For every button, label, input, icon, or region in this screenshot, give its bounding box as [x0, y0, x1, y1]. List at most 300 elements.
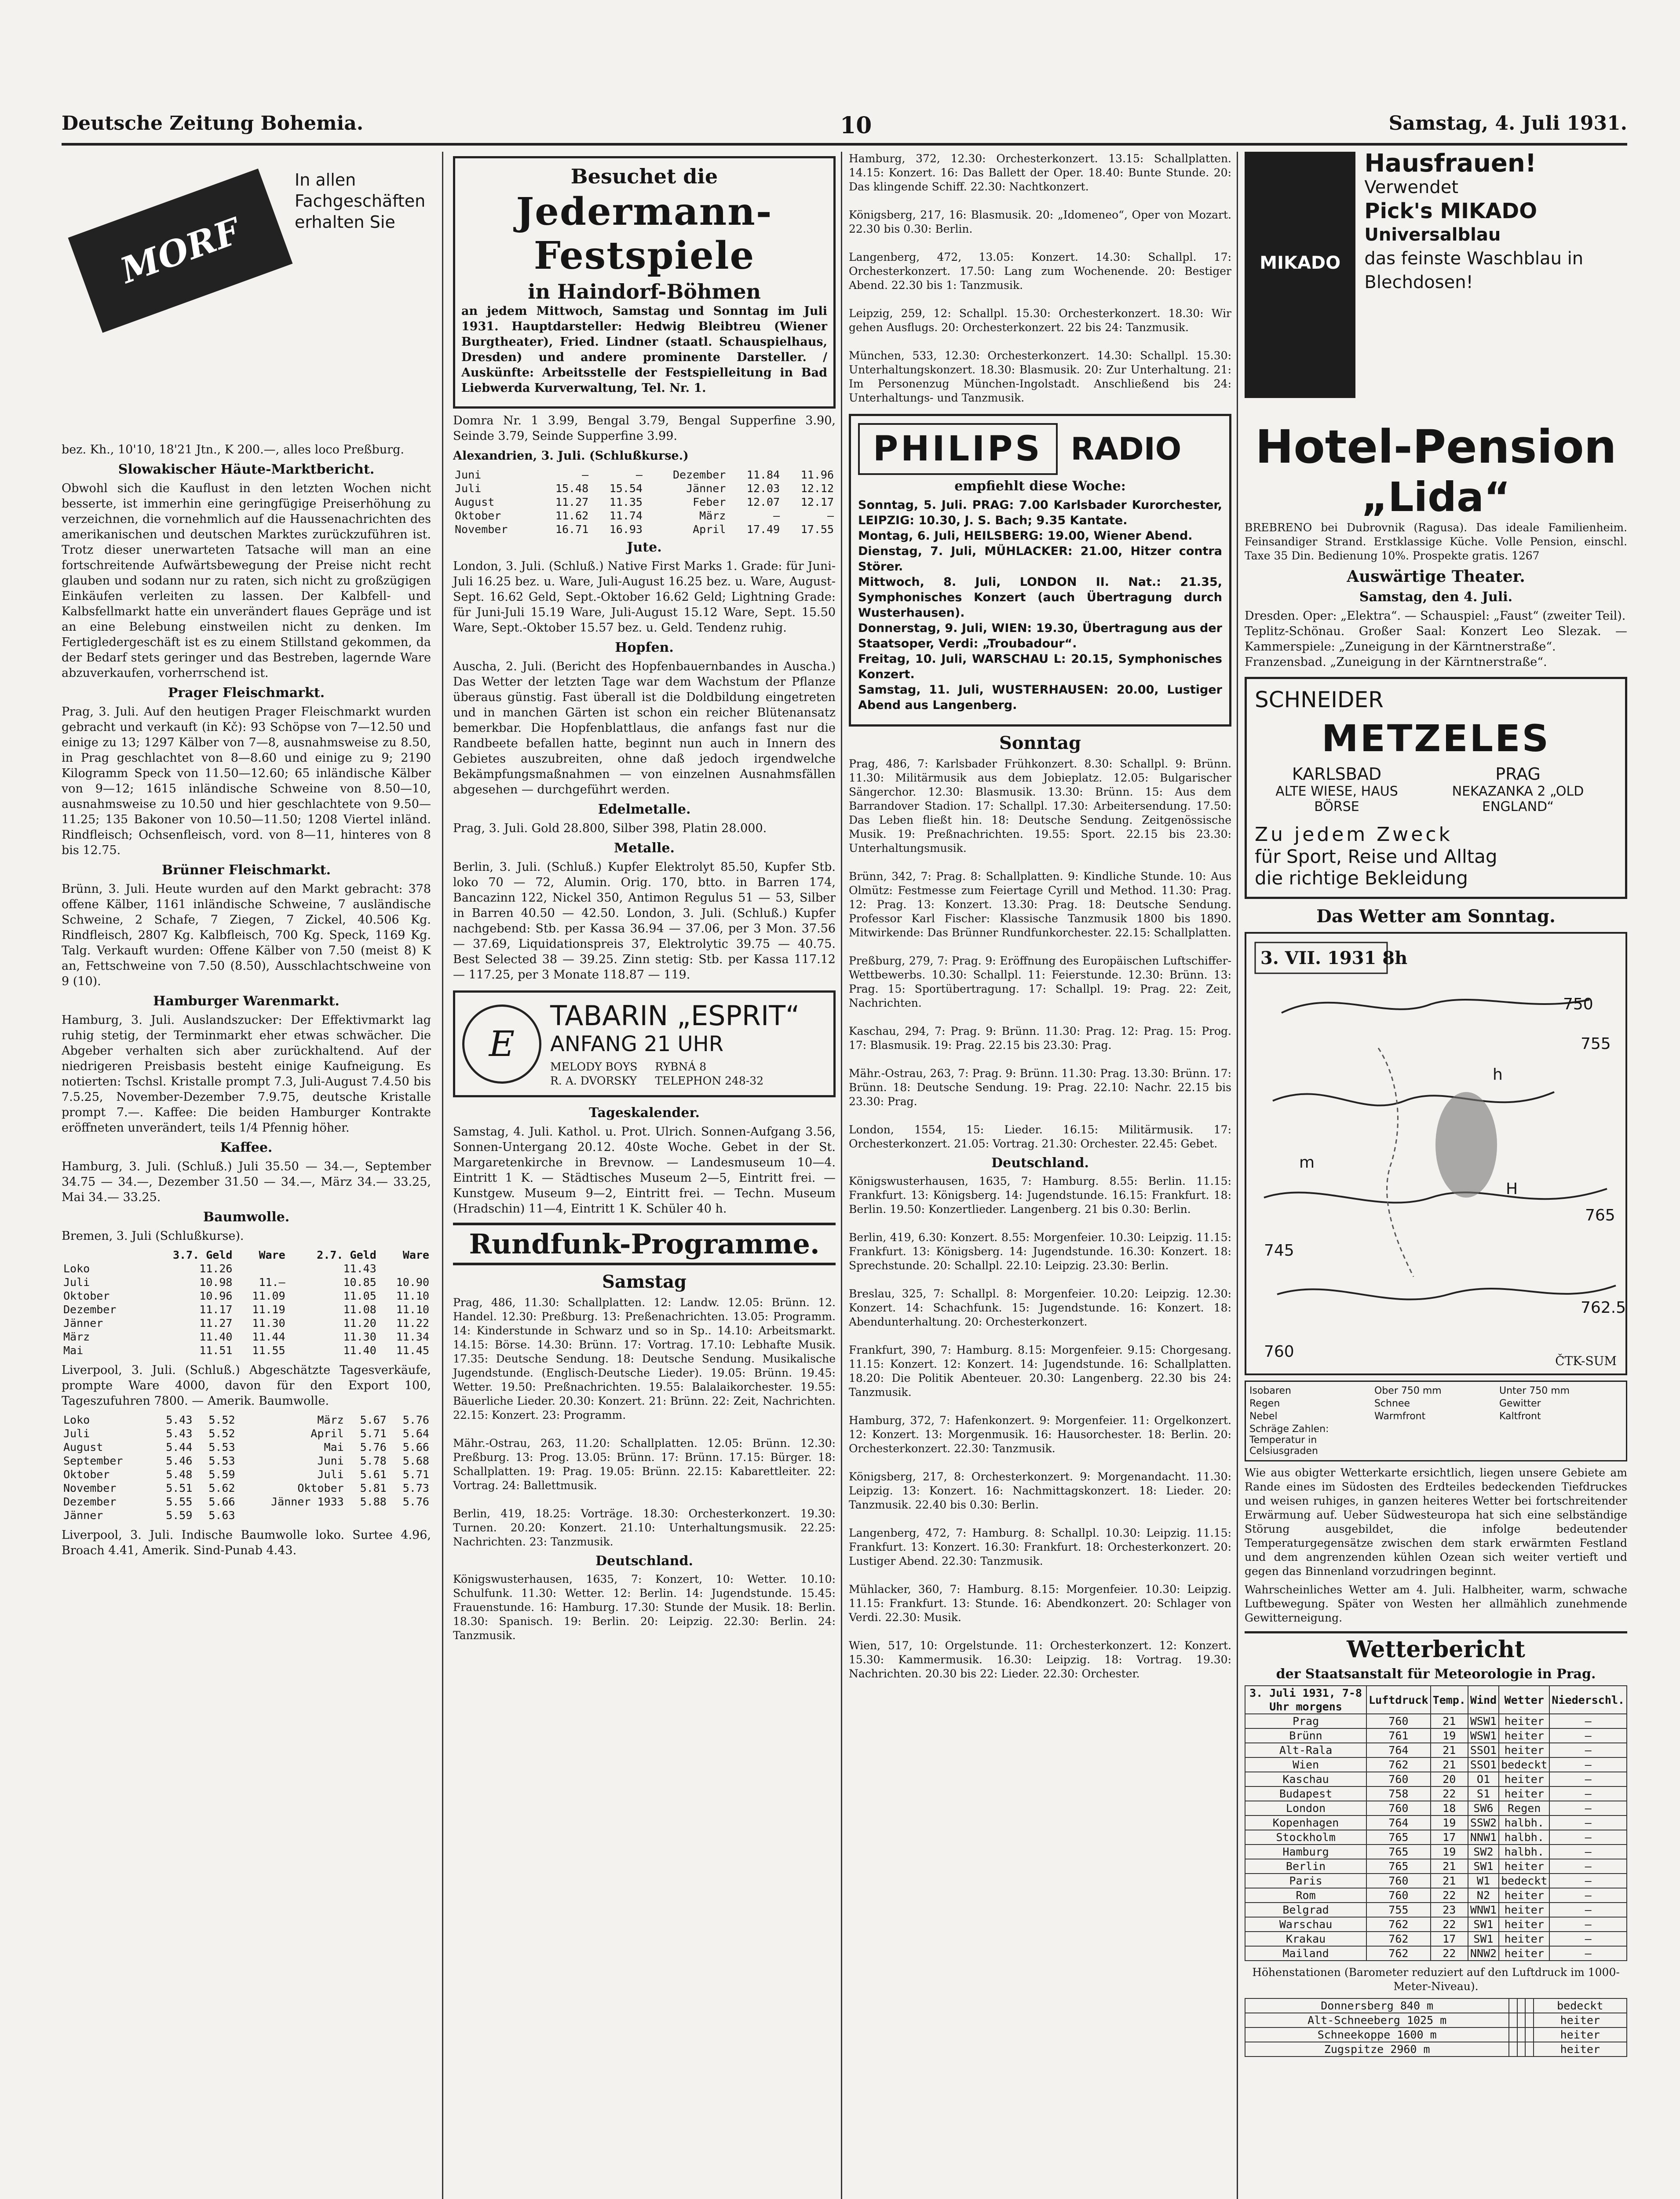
table-cell: halbh. — [1499, 1845, 1549, 1859]
table-cell: 5.46 — [166, 1454, 193, 1467]
table-cell: SSO1 — [1468, 1757, 1499, 1772]
table-cell: — — [773, 509, 780, 522]
radio-listing: Prag, 486, 11.30: Schallplatten. 12: Landw. 12.05: Brünn. 12. Handel. 12.30: Preßburg. 13: Preßenachrichten. 13.05: Programm. 14: Kinderstunde in Schwarz und so in Sp.. 14.10: Arbeitsmarkt. 14.15: Börse. 14.30: Brünn. 17: Vortrag. 17.10: Lebhafte Musik. 17.35: Deutsche Sendung. 18: Deutsche Sendung. Musikalische Jugendstunde. (Englisch-Deutsche Lieder). 19.05: Brünn. 19.45: Wetter. 19.50: Preßnachrichten. 19.55: Balalaikorchester. 19.55: Bäuerliche Lieder. 20.30: Konzert. 21: Brünn. 22: Zeit, Nachrichten. 22.15: Konzert. 23: Programm. Mähr.-Ostrau, 263, 11.20: Schallplatten. 12.05: Brünn. 12.30: Preßburg. 13: Prog. 13.05: Brünn. 17: Brünn. 17.15: Bürger. 18: Schallplatten. 19: Prag. 19.05: Brünn. 22.15: Kabarettleiter. 22: Vortrag. 24: Ballettmusik. Berlin, 419, 18.25: Vorträge. 18.30: Orchesterkonzert. 19.30: Turnen. 20.20: Konzert. 21.10: Unterhaltungsmusik. 22.25: Nachrichten. 23: Tanzmusik. — [453, 1296, 836, 1548]
table-cell: Oktober — [63, 1289, 110, 1302]
schneider-metzeles-advertisement — [1245, 677, 1627, 899]
table-cell: 5.43 — [166, 1427, 193, 1440]
table-cell: 5.62 — [208, 1482, 235, 1494]
philips-radio-advertisement — [849, 414, 1231, 727]
section-heading: Kaffee. — [220, 1140, 273, 1155]
ad-slogan: für Sport, Reise und Alltag — [1255, 846, 1497, 867]
table-row — [62, 1481, 431, 1495]
table-cell: SW1 — [1468, 1859, 1499, 1874]
table-cell: März — [63, 1330, 90, 1343]
ad-city: PRAG — [1495, 764, 1541, 784]
table-cell: Schneekoppe 1600 m — [1245, 2027, 1509, 2042]
table-cell: N2 — [1468, 1888, 1499, 1903]
table-cell: — — [635, 468, 643, 481]
table-cell — [1517, 2027, 1525, 2042]
table-cell: — — [1549, 1903, 1627, 1917]
bremen-cotton-table — [62, 1248, 431, 1357]
table-cell — [346, 1509, 388, 1522]
table-header-cell: Temp. — [1431, 1686, 1468, 1714]
ad-title: Jedermann-Festspiele — [516, 190, 773, 278]
table-cell: Wien — [1245, 1757, 1366, 1772]
day-heading: Samstag — [602, 1271, 687, 1292]
map-isobar-label: 745 — [1264, 1242, 1294, 1260]
table-cell: W1 — [1468, 1874, 1499, 1888]
table-cell: August — [63, 1441, 103, 1454]
weather-report-table — [1245, 1685, 1627, 1961]
table-cell: heiter — [1499, 1786, 1549, 1801]
table-cell: 11.35 — [609, 496, 643, 508]
table-cell: heiter — [1499, 1714, 1549, 1728]
masthead-page-number: 10 — [840, 112, 872, 139]
table-cell: 5.68 — [402, 1454, 429, 1467]
table-cell: 11.— — [259, 1276, 285, 1289]
table-row — [1245, 1874, 1627, 1888]
table-header-cell: 2.7. Geld — [317, 1249, 376, 1261]
table-row — [62, 1330, 431, 1344]
table-cell: 11.10 — [396, 1303, 429, 1316]
map-isobar-label: 762.5 — [1581, 1299, 1626, 1317]
column-2 — [453, 152, 840, 2199]
legend-item: Schräge Zahlen: Temperatur in Celsiusgraden — [1249, 1424, 1329, 1457]
table-cell: heiter — [1499, 1932, 1549, 1946]
table-cell: 10.98 — [199, 1276, 233, 1289]
article-text: Brünn, 3. Juli. Heute wurden auf den Markt gebracht: 378 offene Kälber, 1161 inländische Schweine, 7 ausländische Schweine, 2 Schafe, 7 Ziegen, 7 Zickel, 40.506 Kg. Rindfleisch, 2807 Kg. Kalbfleisch, 700 Kg. Speck, 1169 Kg. Talg. Verkauft wurden: Offene Kälber von 7.50 (meist 8) K an, Fettschweine von 7.50 (8.50), Ausschlachtschweine von 9 (10). — [62, 882, 435, 988]
morf-package: MORF — [68, 168, 293, 332]
table-cell: 11.10 — [396, 1289, 429, 1302]
table-cell: Paris — [1245, 1874, 1366, 1888]
table-cell: 5.55 — [166, 1495, 193, 1508]
table-row — [62, 1440, 431, 1454]
morf-slogan: In allen Fachgeschäften erhalten Sie — [295, 170, 426, 232]
table-cell — [1525, 2027, 1533, 2042]
tabarin-leader: R. A. DVORSKY — [550, 1074, 637, 1087]
mikado-title: Hausfrauen! — [1364, 149, 1537, 178]
masthead-date: Samstag, 4. Juli 1931. — [1388, 112, 1627, 135]
section-heading: Metalle. — [614, 840, 675, 856]
masthead-paper-name: Deutsche Zeitung Bohemia. — [62, 112, 364, 135]
table-row — [1245, 2042, 1627, 2057]
table-cell: Dezember — [672, 468, 726, 481]
table-row — [1245, 1917, 1627, 1932]
legend-item: Nebel — [1249, 1411, 1278, 1422]
table-cell — [1525, 2013, 1533, 2027]
table-cell: 19 — [1431, 1815, 1468, 1830]
legend-item: Schnee — [1374, 1398, 1410, 1409]
table-cell — [1525, 2042, 1533, 2057]
table-row — [1245, 1830, 1627, 1845]
table-cell: SW1 — [1468, 1932, 1499, 1946]
table-row — [453, 509, 836, 522]
table-cell: Jänner — [686, 482, 726, 495]
table-row — [62, 1303, 431, 1316]
table-cell: 10.96 — [199, 1289, 233, 1302]
table-cell: Stockholm — [1245, 1830, 1366, 1845]
table-cell: SW2 — [1468, 1845, 1499, 1859]
table-cell: 5.66 — [402, 1441, 429, 1454]
table-cell: — — [1549, 1743, 1627, 1757]
table-cell — [1509, 2027, 1517, 2042]
table-cell: 11.44 — [252, 1330, 285, 1343]
alexandria-table — [453, 468, 836, 536]
table-cell: 5.71 — [402, 1468, 429, 1481]
column-3 — [849, 152, 1231, 2199]
weather-text: Wie aus obigter Wetterkarte ersichtlich, liegen unsere Gebiete am Rande eines im Südosten des Erdteiles bedeckenden Tiefdruckes und weisen ruhiges, in ganzen heiteres Wetter bei fortschreitender Erwärmung auf. Ueber Südwesteuropa hat sich eine selbständige Störung ausgebildet, die infolge bedeutender Temperaturgegensätze zwischen dem stark erwärmten Festland und dem angrenzenden kühlen Ozean sich weiter vertieft und gegen das Binnenland vorzudringen beginnt. — [1245, 1466, 1631, 1578]
table-cell: 11.74 — [609, 509, 643, 522]
table-row — [1245, 1743, 1627, 1757]
table-cell: heiter — [1499, 1888, 1549, 1903]
table-cell: 762 — [1366, 1932, 1430, 1946]
table-cell: 5.78 — [360, 1454, 387, 1467]
column-rule — [1237, 152, 1238, 2199]
article-text: Liverpool, 3. Juli. Indische Baumwolle loko. Surtee 4.96, Broach 4.41, Amerik. Sind-Punab 4.43. — [62, 1528, 435, 1557]
table-cell: bedeckt — [1499, 1874, 1549, 1888]
table-cell: 5.71 — [360, 1427, 387, 1440]
table-row — [1245, 1815, 1627, 1830]
table-cell: Alt-Schneeberg 1025 m — [1245, 2013, 1509, 2027]
table-cell: Feber — [693, 496, 726, 508]
table-row — [1245, 2027, 1627, 2042]
table-cell: — — [1549, 1728, 1627, 1743]
section-heading: Hopfen. — [615, 640, 674, 655]
table-header-cell: Ware — [402, 1249, 429, 1261]
table-cell: 5.53 — [208, 1441, 235, 1454]
table-row — [1245, 1714, 1627, 1728]
table-cell: 11.05 — [343, 1289, 376, 1302]
table-cell: 764 — [1366, 1743, 1430, 1757]
table-row — [62, 1427, 431, 1440]
article-text: Samstag, 4. Juli. Kathol. u. Prot. Ulrich. Sonnen-Aufgang 3.56, Sonnen-Untergang 20.12. 40ste Woche. Gebet in der St. Margaretenkirche in Brevnow. — Landesmuseum 10—4. Eintritt 1 K. — Städtisches Museum 2—5, Eintritt frei. — Kunstgew. Museum 9—2, Eintritt frei. — Techn. Museum (Hradschin) 11—4, Eintritt 1 K. Schüler 40 h. — [453, 1125, 840, 1216]
table-cell: WNW1 — [1468, 1903, 1499, 1917]
table-caption: Alexandrien, 3. Juli. (Schlußkurse.) — [453, 449, 689, 463]
liverpool-cotton-table — [62, 1413, 431, 1522]
table-cell: Dezember — [63, 1303, 117, 1316]
table-cell: 762 — [1366, 1917, 1430, 1932]
table-cell: Zugspitze 2960 m — [1245, 2042, 1509, 2057]
table-cell: 11.51 — [199, 1344, 233, 1357]
table-cell: halbh. — [1499, 1815, 1549, 1830]
tabarin-address: RYBNÁ 8 — [655, 1060, 707, 1073]
table-cell — [1517, 1998, 1525, 2013]
table-cell: Donnersberg 840 m — [1245, 1998, 1509, 2013]
ad-slogan: Zu jedem Zweck — [1255, 823, 1453, 846]
article-text: Hamburg, 3. Juli. Auslandszucker: Der Effektivmarkt lag ruhig stetig, der Terminmarkt eher etwas schwächer. Die Abgeber verhalten sich aber zurückhaltend. Auf der niedrigeren Preisbasis besteht einige Kaufneigung. Es notierten: Tschsl. Kristalle prompt 7.3, Juli-August 7.4.50 bis 7.5.25, November-Dezember 7.9.75, deutsche Kristalle prompt 7.—. Kaffee: Die beiden Hamburger Kontrakte eröffneten unverändert, teils 1/4 Pfennig höher. — [62, 1013, 435, 1135]
table-cell: 5.51 — [166, 1482, 193, 1494]
table-cell: WSW1 — [1468, 1728, 1499, 1743]
philips-schedule: Sonntag, 5. Juli. PRAG: 7.00 Karlsbader Kurorchester, LEIPZIG: 10.30, J. S. Bach; 9.35 Kantate. Montag, 6. Juli, HEILSBERG: 19.00, Wiener Abend. Dienstag, 7. Juli, MÜHLACKER: 21.00, Hitzer contra Störer. Mittwoch, 8. Juli, LONDON II. Nat.: 21.35, Symphonisches Konzert (auch Übertragung durch Wusterhausen). Donnerstag, 9. Juli, WIEN: 19.30, Übertragung aus der Staatsoper, Verdi: „Troubadour“. Freitag, 10. Juli, WARSCHAU L: 20.15, Symphonisches Konzert. Samstag, 11. Juli, WUSTERHAUSEN: 20.00, Lustiger Abend aus Langenberg. — [858, 498, 1222, 712]
section-heading: Deutschland. — [595, 1553, 693, 1569]
table-row — [1245, 1772, 1627, 1786]
table-cell: S1 — [1468, 1786, 1499, 1801]
table-row — [62, 1289, 431, 1303]
ad-address: ALTE WIESE, HAUS BÖRSE — [1275, 784, 1398, 815]
table-cell: heiter — [1499, 1743, 1549, 1757]
table-cell: April — [310, 1427, 344, 1440]
table-cell: SW1 — [1468, 1917, 1499, 1932]
table-header-cell: Niederschl. — [1549, 1686, 1627, 1714]
section-subheading: Samstag, den 4. Juli. — [1359, 589, 1513, 605]
table-cell: heiter — [1534, 2027, 1627, 2042]
table-cell: 5.76 — [402, 1414, 429, 1426]
table-cell: 12.17 — [800, 496, 834, 508]
table-cell: 12.03 — [746, 482, 780, 495]
table-row — [1245, 1903, 1627, 1917]
table-cell: 11.55 — [252, 1344, 285, 1357]
table-cell: 21 — [1431, 1874, 1468, 1888]
article-text: Prag, 3. Juli. Auf den heutigen Prager Fleischmarkt wurden gebracht und verkauft (in Kč): 93 Schöpse von 7—12.50 und einige zu 13; 1297 Kälber von 7—8, ausnahmsweise zu 8.50, in Prag geschlachtet von 8—8.60 und einige zu 9; 2190 Kilogramm Speck von 11.50—12.60; 65 inländische Kälber von 9—12; 1615 inländische Schweine von 8.50—10, ausnahmsweise zu 10.50 und hier geschlachtete von 9.50—11.25; 135 Bakoner von 10.50—11.50; 1208 Viertel inländ. Rindfleisch; Ochsenfleisch, vord. von 8—11, hinteres von 8 bis 12.75. — [62, 705, 435, 857]
table-cell: 5.88 — [360, 1495, 387, 1508]
mikado-can: MIKADO — [1245, 152, 1355, 398]
section-heading: Hamburger Warenmarkt. — [153, 994, 340, 1009]
table-cell: SSO1 — [1468, 1743, 1499, 1757]
hotel-name: „Lida“ — [1361, 474, 1511, 521]
table-row — [62, 1344, 431, 1357]
table-cell: 5.67 — [360, 1414, 387, 1426]
table-cell: — — [1549, 1830, 1627, 1845]
article-text: Berlin, 3. Juli. (Schluß.) Kupfer Elektrolyt 85.50, Kupfer Stb. loko 70 — 72, Alumin. Orig. 170, btto. in Barren 174, Bancazinn 122, Nickel 350, Antimon Regulus 51 — 53, Silber in Barren 40.50 — 42.50. London, 3. Juli. (Schluß.) Kupfer nachgebend: Stb. per Kassa 36.94 — 37.06, per 3 Mon. 37.56 — 37.69, Liquidationspreis 37, Elektrolytic 39.75 — 40.75. Best Selected 38 — 39.25. Zinn stetig: Stb. per Kassa 117.12 — 117.25, per 3 Monate 118.87 — 119. — [453, 860, 840, 982]
table-cell: Juni — [455, 468, 482, 481]
section-heading: Slowakischer Häute-Marktbericht. — [118, 462, 375, 477]
table-cell: SSW2 — [1468, 1815, 1499, 1830]
table-cell: Budapest — [1245, 1786, 1366, 1801]
weather-legend — [1245, 1381, 1627, 1461]
table-cell: Juli — [63, 1427, 90, 1440]
table-cell: — — [1549, 1815, 1627, 1830]
section-heading: Jute. — [627, 540, 662, 555]
map-isobar-label: 765 — [1585, 1206, 1615, 1224]
column-rule — [442, 152, 443, 2199]
table-cell: — — [1549, 1946, 1627, 1961]
table-caption: Bremen, 3. Juli (Schlußkurse). — [62, 1229, 244, 1243]
table-cell: 765 — [1366, 1859, 1430, 1874]
table-row — [62, 1413, 431, 1427]
legend-item: Ober 750 mm — [1374, 1385, 1442, 1396]
table-cell: NNW2 — [1468, 1946, 1499, 1961]
section-heading: Edelmetalle. — [598, 802, 691, 817]
ad-city: KARLSBAD — [1292, 764, 1382, 784]
market-intro: bez. Kh., 10'10, 18'21 Jtn., K 200.—, alles loco Preßburg. — [62, 443, 404, 457]
tabarin-seal: E — [462, 1005, 541, 1084]
table-cell: April — [693, 523, 726, 536]
table-cell — [378, 1262, 431, 1275]
table-cell: heiter — [1499, 1917, 1549, 1932]
table-header-cell: 3.7. Geld — [173, 1249, 233, 1261]
table-cell: Juli — [63, 1276, 90, 1289]
table-row — [1245, 1946, 1627, 1961]
table-header-cell — [62, 1248, 143, 1262]
section-heading: Brünner Fleischmarkt. — [161, 862, 331, 878]
table-cell: heiter — [1534, 2013, 1627, 2027]
table-cell: Alt-Rala — [1245, 1743, 1366, 1757]
weather-report-heading: Wetterbericht — [1245, 1631, 1627, 1663]
table-cell: Oktober — [455, 509, 501, 522]
radio-programs-heading: Rundfunk-Programme. — [453, 1223, 836, 1265]
table-cell: 5.81 — [360, 1482, 387, 1494]
column-rule — [841, 152, 842, 2199]
article-text: Dresden. Oper: „Elektra“. — Schauspiel: „Faust“ (zweiter Teil). Teplitz-Schönau. Großer Saal: Konzert Leo Slezak. — Kammerspiele: „Zuneigung in der Kärntnerstraße“. Franzensbad. „Zuneigung in der Kärntnerstraße“. — [1245, 609, 1627, 669]
table-cell — [1509, 2013, 1517, 2027]
table-cell: 21 — [1431, 1757, 1468, 1772]
table-cell: Jänner 1933 — [271, 1495, 344, 1508]
table-cell: 760 — [1366, 1772, 1430, 1786]
table-cell: Oktober — [63, 1468, 110, 1481]
legend-item: Regen — [1249, 1398, 1280, 1409]
table-cell: 5.76 — [402, 1495, 429, 1508]
table-cell: 17 — [1431, 1932, 1468, 1946]
legend-item: Isobaren — [1249, 1385, 1291, 1396]
tabarin-title: TABARIN „ESPRIT“ — [550, 1000, 800, 1032]
table-cell: 11.40 — [199, 1330, 233, 1343]
table-cell: Dezember — [63, 1495, 117, 1508]
philips-subheading: empfiehlt diese Woche: — [954, 479, 1126, 494]
table-cell: Juli — [317, 1468, 344, 1481]
table-cell: 21 — [1431, 1743, 1468, 1757]
table-cell: 19 — [1431, 1728, 1468, 1743]
table-cell: 22 — [1431, 1946, 1468, 1961]
table-cell: heiter — [1499, 1946, 1549, 1961]
table-cell — [1525, 1998, 1533, 2013]
table-cell: heiter — [1499, 1859, 1549, 1874]
table-cell: Mai — [324, 1441, 344, 1454]
table-cell: — — [1549, 1757, 1627, 1772]
radio-listing: Hamburg, 372, 12.30: Orchesterkonzert. 13.15: Schallplatten. 14.15: Konzert. 16: Das Ballett der Oper. 18.40: Bunte Stunde. 20: Das klingende Schiff. 22.30: Nachtkonzert. Königsberg, 217, 16: Blasmusik. 20: „Idomeneo“, Oper von Mozart. 22.30 bis 0.30: Berlin. Langenberg, 472, 13.05: Konzert. 14.30: Schallpl. 17: Orchesterkonzert. 17.50: Lang zum Wochenende. 20: Bestiger Abend. 22.30 bis 1: Tanzmusik. Leipzig, 259, 12: Schallpl. 15.30: Orchesterkonzert. 18.30: Wir gehen Ausflugs. 20: Orchesterkonzert. 22 bis 24: Tanzmusik. München, 533, 12.30: Orchesterkonzert. 14.30: Schallpl. 15.30: Unterhaltungskonzert. 18.30: Blasmusik. 20: Zur Unterhaltung. 21: Im Personenzug München-Ingolstadt. Anschließend bis 24: Unterhaltungs- und Tanzmusik. — [849, 152, 1231, 404]
hotel-text: BREBRENO bei Dubrovnik (Ragusa). Das ideale Familienheim. Feinsandiger Strand. Erstklassige Küche. Volle Pension, einschl. Taxe 35 Din. Bedienung 10%. Prospekte gratis. 1267 — [1245, 521, 1631, 562]
table-cell: Kopenhagen — [1245, 1815, 1366, 1830]
table-row — [1245, 1845, 1627, 1859]
table-cell: — — [1549, 1845, 1627, 1859]
table-cell: Regen — [1499, 1801, 1549, 1815]
ad-slogan: die richtige Bekleidung — [1255, 867, 1468, 889]
table-cell — [1517, 2013, 1525, 2027]
table-cell: 22 — [1431, 1888, 1468, 1903]
article-text: Auscha, 2. Juli. (Bericht des Hopfenbauernbandes in Auscha.) Das Wetter der letzten Tage war dem Wachstum der Pflanze überaus günstig. Fast überall ist die Doldbildung eingetreten und in manchen Gärten ist schon ein reicher Blütenansatz bemerkbar. Die Hopfenblattlaus, die anfangs fast nur die Randbeete befallen hatte, beginnt nun auch in Innern des Gebietes auszubreiten, ohne daß jedoch irgendwelche Bekämpfungsmaßnahmen — von einzelnen Ausnahmsfällen abgesehen — durchgeführt werden. — [453, 660, 840, 796]
table-cell: NNW1 — [1468, 1830, 1499, 1845]
table-cell: London — [1245, 1801, 1366, 1815]
table-row — [62, 1468, 431, 1481]
table-header-cell: Ware — [259, 1249, 285, 1261]
table-cell: 764 — [1366, 1815, 1430, 1830]
table-header-cell: 3. Juli 1931, 7-8 Uhr morgens — [1245, 1686, 1366, 1714]
table-cell: Jänner — [63, 1509, 103, 1522]
table-cell: 11.27 — [199, 1317, 233, 1330]
table-cell: Krakau — [1245, 1932, 1366, 1946]
table-row — [1245, 1757, 1627, 1772]
table-cell — [388, 1509, 431, 1522]
map-isobar-label: 750 — [1563, 995, 1593, 1013]
table-cell — [1509, 2042, 1517, 2057]
table-row — [453, 522, 836, 536]
table-cell: 12.07 — [746, 496, 780, 508]
table-cell: 5.59 — [166, 1509, 193, 1522]
table-cell: — — [582, 468, 589, 481]
table-cell: Mai — [63, 1344, 84, 1357]
table-header-cell: Luftdruck — [1366, 1686, 1430, 1714]
article-text: Hamburg, 3. Juli. (Schluß.) Juli 35.50 — 34.—, September 34.75 — 34.—, Dezember 31.50 — 34.—, März 34.— 33.25, Mai 34.— 33.25. — [62, 1160, 435, 1204]
weather-map — [1245, 932, 1627, 1375]
table-cell: Hamburg — [1245, 1845, 1366, 1859]
table-row — [62, 1262, 431, 1275]
table-row — [1245, 1728, 1627, 1743]
table-cell: Prag — [1245, 1714, 1366, 1728]
section-heading: Deutschland. — [991, 1155, 1089, 1171]
table-row — [1245, 1888, 1627, 1903]
table-header-cell: Wind — [1468, 1686, 1499, 1714]
table-cell: 5.44 — [166, 1441, 193, 1454]
table-cell: 5.73 — [402, 1482, 429, 1494]
table-cell: 762 — [1366, 1757, 1430, 1772]
table-cell: Loko — [63, 1414, 90, 1426]
table-cell: 11.84 — [746, 468, 780, 481]
table-cell: 23 — [1431, 1903, 1468, 1917]
table-row — [62, 1495, 431, 1509]
table-cell: 20 — [1431, 1772, 1468, 1786]
table-cell: 5.61 — [360, 1468, 387, 1481]
table-cell: 760 — [1366, 1888, 1430, 1903]
tabarin-band: MELODY BOYS — [550, 1060, 638, 1073]
table-cell: 18 — [1431, 1801, 1468, 1815]
table-cell: 11.09 — [252, 1289, 285, 1302]
mountain-stations-table — [1245, 1998, 1627, 2057]
table-cell: 12.12 — [800, 482, 834, 495]
masthead — [62, 112, 1627, 146]
table-cell: 5.66 — [208, 1495, 235, 1508]
article-text: Prag, 3. Juli. Gold 28.800, Silber 398, Platin 28.000. — [453, 822, 767, 835]
table-cell: Kaschau — [1245, 1772, 1366, 1786]
table-cell: 11.40 — [343, 1344, 376, 1357]
table-cell: 17.49 — [746, 523, 780, 536]
table-row — [1245, 1998, 1627, 2013]
table-cell: Juli — [455, 482, 482, 495]
table-cell: September — [63, 1454, 123, 1467]
article-text: London, 3. Juli. (Schluß.) Native First Marks 1. Grade: für Juni-Juli 16.25 bez. u. Ware, Juli-August 16.25 bez. u. Ware, August-Sept. 16.62 Geld, Sept.-Oktober 16.62 Geld; Lightning Grade: für Juni-Juli 15.19 Ware, Juli-August 15.12 Ware, Sept. 15.50 Ware, Sept.-Oktober 15.57 bez. u. Geld. Tendenz ruhig. — [453, 559, 840, 635]
table-row — [1245, 1786, 1627, 1801]
radio-listing: Königswusterhausen, 1635, 7: Hamburg. 8.55: Berlin. 11.15: Frankfurt. 13: Königsberg. 14: Jugendstunde. 16.15: Frankfurt. 18: Berlin. 19.50: Konzertlieder. Langenberg. 21 bis 0.30: Berlin. Berlin, 419, 6.30: Konzert. 8.55: Morgenfeier. 10.30: Leipzig. 11.15: Frankfurt. 13: Königsberg. 14: Jugendstunde. 16.30: Konzert. 18: Sprechstunde. 20: Schallpl. 22.10: Leipzig. 23.30: Berlin. Breslau, 325, 7: Schallpl. 8: Morgenfeier. 10.20: Leipzig. 12.30: Konzert. 14: Schachfunk. 15: Jugendstunde. 16: Konzert. 18: Abendunterhaltung. 20: Orchesterkonzert. Frankfurt, 390, 7: Hamburg. 8.15: Morgenfeier. 9.15: Chorgesang. 11.15: Konzert. 12: Konzert. 14: Jugendstunde. 16: Schallplatten. 18.20: Die Politik Abenteuer. 20.30: Langenberg. 22.30 bis 24: Tanzmusik. Hamburg, 372, 7: Hafenkonzert. 9: Morgenfeier. 11: Orgelkonzert. 12: Konzert. 13: Morgenmusik. 16: Hausorchester. 18: Berlin. 20: Orchesterkonzert. 22.30: Tanzmusik. Königsberg, 217, 8: Orchesterkonzert. 9: Morgenandacht. 11.30: Leipzig. 13: Konzert. 16: Nachmittagskonzert. 18: Lieder. 20: Tanzmusik. 22.40 bis 0.30: Berlin. Langenberg, 472, 7: Hamburg. 8: Schallpl. 10.30: Leipzig. 11.15: Frankfurt. 13: Konzert. 16.30: Frankfurt. 18: Orchesterkonzert. 20: Lustiger Abend. 22.30: Tanzmusik. Mühlacker, 360, 7: Hamburg. 8.15: Morgenfeier. 10.30: Leipzig. 11.15: Frankfurt. 13: Stunde. 16: Abendkonzert. 20: Schlager von Verdi. 22.30: Musik. Wien, 517, 10: Orgelstunde. 11: Orchesterkonzert. 12: Konzert. 15.30: Kammermusik. 16.30: Leipzig. 18: Vortrag. 19.30: Nachrichten. 20.30 bis 22: Lieder. 22.30: Orchester. — [849, 1175, 1231, 1680]
table-cell: 5.59 — [208, 1468, 235, 1481]
table-row — [453, 482, 836, 495]
table-cell — [234, 1262, 287, 1275]
table-row — [1245, 1801, 1627, 1815]
table-cell: März — [317, 1414, 344, 1426]
table-cell: 11.45 — [396, 1344, 429, 1357]
section-heading: Baumwolle. — [203, 1209, 290, 1225]
day-heading: Sonntag — [999, 733, 1081, 753]
table-cell: 760 — [1366, 1714, 1430, 1728]
legend-item: Unter 750 mm — [1499, 1385, 1570, 1396]
table-cell: 761 — [1366, 1728, 1430, 1743]
weather-report-subheading: der Staatsanstalt für Meteorologie in Prag. — [1276, 1666, 1596, 1682]
table-cell: 17 — [1431, 1830, 1468, 1845]
morf-advertisement — [62, 152, 431, 442]
table-cell: 11.19 — [252, 1303, 285, 1316]
table-row — [62, 1275, 431, 1289]
ad-text: an jedem Mittwoch, Samstag und Sonntag im Juli 1931. Hauptdarsteller: Hedwig Bleibtreu (Wiener Burgtheater), Fried. Lindner (staatl. Schauspielhaus, Dresden) und andere prominente Darsteller. / Auskünfte: Arbeitsstelle der Festspielleitung in Bad Liebwerda Kurverwaltung, Tel. Nr. 1. — [461, 304, 832, 395]
ad-subtitle: in Haindorf-Böhmen — [528, 280, 761, 303]
table-cell: 760 — [1366, 1801, 1430, 1815]
table-cell: 10.85 — [343, 1276, 376, 1289]
table-cell: November — [455, 523, 508, 536]
table-cell: 755 — [1366, 1903, 1430, 1917]
section-heading: Prager Fleischmarkt. — [168, 685, 325, 701]
mikado-advertisement — [1245, 149, 1627, 416]
table-cell: 11.30 — [252, 1317, 285, 1330]
table-cell: 11.26 — [199, 1262, 233, 1275]
radio-listing: Königswusterhausen, 1635, 7: Konzert, 10: Wetter. 10.10: Schulfunk. 11.30: Wetter. 12: Berlin. 14: Jugendstunde. 15.45: Frauenstunde. 16: Hamburg. 17.30: Stunde der Musik. 18: Berlin. 18.30: Spanisch. 19: Berlin. 20: Leipzig. 22.30: Berlin. 24: Tanzmusik. — [453, 1573, 839, 1642]
table-cell: — — [1549, 1801, 1627, 1815]
map-credit: ČTK-SUM — [1555, 1354, 1617, 1368]
